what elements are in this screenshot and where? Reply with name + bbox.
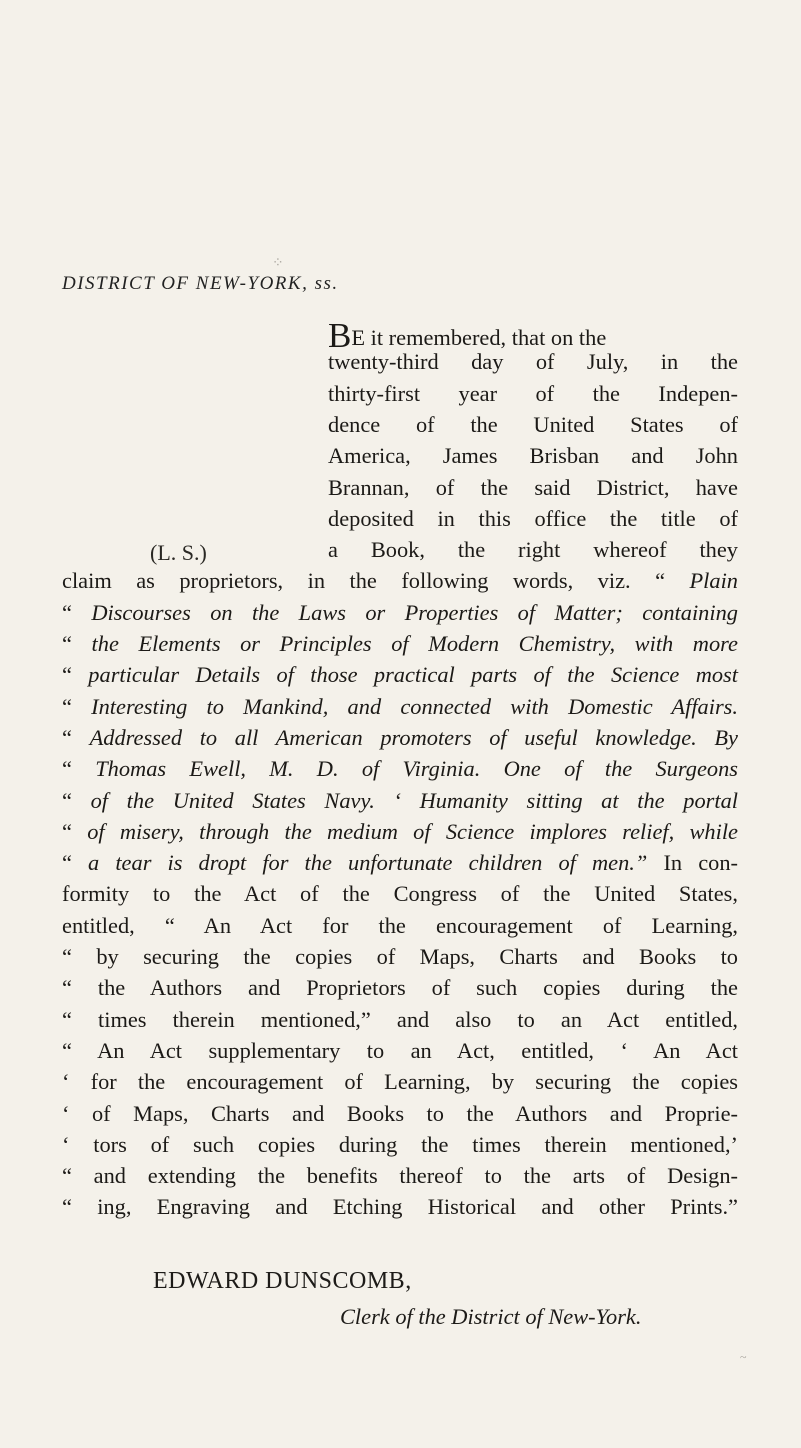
signature-title: Clerk of the District of New-York.: [340, 1304, 642, 1329]
text-segment: formity to the Act of the Congress of the United States,: [62, 881, 738, 907]
seal-label: (L. S.): [150, 540, 207, 565]
text-segment: particular Details of those practical parts of the Science most: [88, 662, 738, 688]
text-line: [62, 946, 738, 968]
text-segment: the Elements or Principles of Modern Chemistry, with more: [91, 631, 738, 656]
text-segment: ‘ for the encouragement of Learning, by securing the copies: [62, 1069, 738, 1095]
text-segment: Addressed to all American promoters of useful knowledge. By: [89, 724, 738, 750]
text-line: [62, 912, 738, 938]
text-segment: of misery, through the medium of Science implores relief, while: [87, 818, 738, 844]
signature-name: EDWARD DUNSCOMB,: [153, 1268, 412, 1294]
text-segment: Discourses on the Laws or Properties of Matter; containing: [91, 599, 738, 625]
text-segment: Plain: [689, 568, 738, 594]
text-line: [62, 852, 738, 874]
text-line: [62, 1131, 738, 1157]
text-line: [328, 445, 738, 467]
text-line: [62, 758, 738, 780]
text-segment: twenty-third day of July, in the: [328, 349, 738, 375]
text-line: [62, 599, 738, 625]
text-segment: Thomas Ewell, M. D. of Virginia. One of the Surgeons: [95, 756, 738, 782]
text-segment: ‘ of Maps, Charts and Books to the Authors and Proprie-: [62, 1100, 738, 1126]
text-segment: “: [62, 631, 92, 656]
text-segment: “: [62, 662, 89, 688]
text-segment: “ An Act supplementary to an Act, entitled, ‘ An Act: [62, 1037, 738, 1063]
text-segment: a tear is dropt for the unfortunate children of men.”: [88, 850, 648, 876]
text-segment: “: [62, 693, 92, 719]
text-line: [62, 693, 738, 719]
text-segment: dence of the United States of: [328, 411, 738, 437]
text-segment: ‘ tors of such copies during the times therein mentioned,’: [62, 1131, 738, 1157]
text-segment: In con-: [647, 850, 738, 876]
text-line: [62, 1006, 738, 1032]
text-segment: “ ing, Engraving and Etching Historical and other Prints.”: [62, 1194, 738, 1220]
text-line: [62, 1165, 738, 1187]
text-segment: deposited in this office the title of: [328, 505, 738, 531]
text-segment: claim as proprietors, in the following words, viz. “: [62, 568, 690, 594]
drop-cap: B: [328, 316, 352, 355]
text-line: [328, 474, 738, 500]
text-line: [328, 539, 738, 561]
text-segment: “: [62, 850, 89, 876]
district-heading: DISTRICT OF NEW-YORK, ss.: [62, 273, 339, 294]
text-line: [328, 505, 738, 531]
text-segment: of the United States Navy. ‘ Humanity sitting at the portal: [90, 787, 738, 813]
text-segment: “: [62, 756, 96, 782]
text-segment: Interesting to Mankind, and connected with Domestic Affairs.: [91, 693, 738, 719]
text-segment: “: [62, 787, 91, 813]
text-segment: a Book, the right whereof they: [328, 537, 738, 563]
text-line: [62, 977, 738, 999]
text-line: [62, 1100, 738, 1126]
text-segment: “ the Authors and Proprietors of such copies during the: [62, 975, 738, 1001]
text-segment: “ and extending the benefits thereof to the arts of Design-: [62, 1163, 738, 1189]
text-segment: “ by securing the copies of Maps, Charts and Books to: [62, 944, 738, 969]
text-line: [328, 351, 738, 373]
text-segment: “: [62, 724, 90, 750]
text-line: [62, 1196, 738, 1218]
text-segment: “ times therein mentioned,” and also to an Act entitled,: [62, 1006, 738, 1032]
ink-smudge: ~: [740, 1350, 747, 1364]
text-line: [62, 787, 738, 813]
text-line: [62, 664, 738, 686]
text-line: [62, 818, 738, 844]
text-segment: “: [62, 599, 92, 625]
text-segment: “: [62, 818, 88, 844]
text-line: [62, 724, 738, 750]
text-line: [328, 316, 607, 355]
text-segment: Brannan, of the said District, have: [328, 474, 738, 500]
text-line: [62, 883, 738, 905]
text-line: [328, 411, 738, 437]
text-line: [62, 570, 738, 592]
text-segment: thirty-first year of the Indepen-: [328, 380, 738, 406]
text-segment: E it remembered, that on the: [351, 325, 607, 350]
text-segment: America, James Brisban and John: [328, 443, 738, 469]
text-line: [62, 1037, 738, 1063]
text-segment: entitled, “ An Act for the encouragement of Learning,: [62, 912, 738, 938]
text-line: [62, 633, 738, 655]
text-line: [62, 1071, 738, 1093]
ink-smudge: ⁘: [272, 256, 284, 271]
text-line: [328, 380, 738, 406]
